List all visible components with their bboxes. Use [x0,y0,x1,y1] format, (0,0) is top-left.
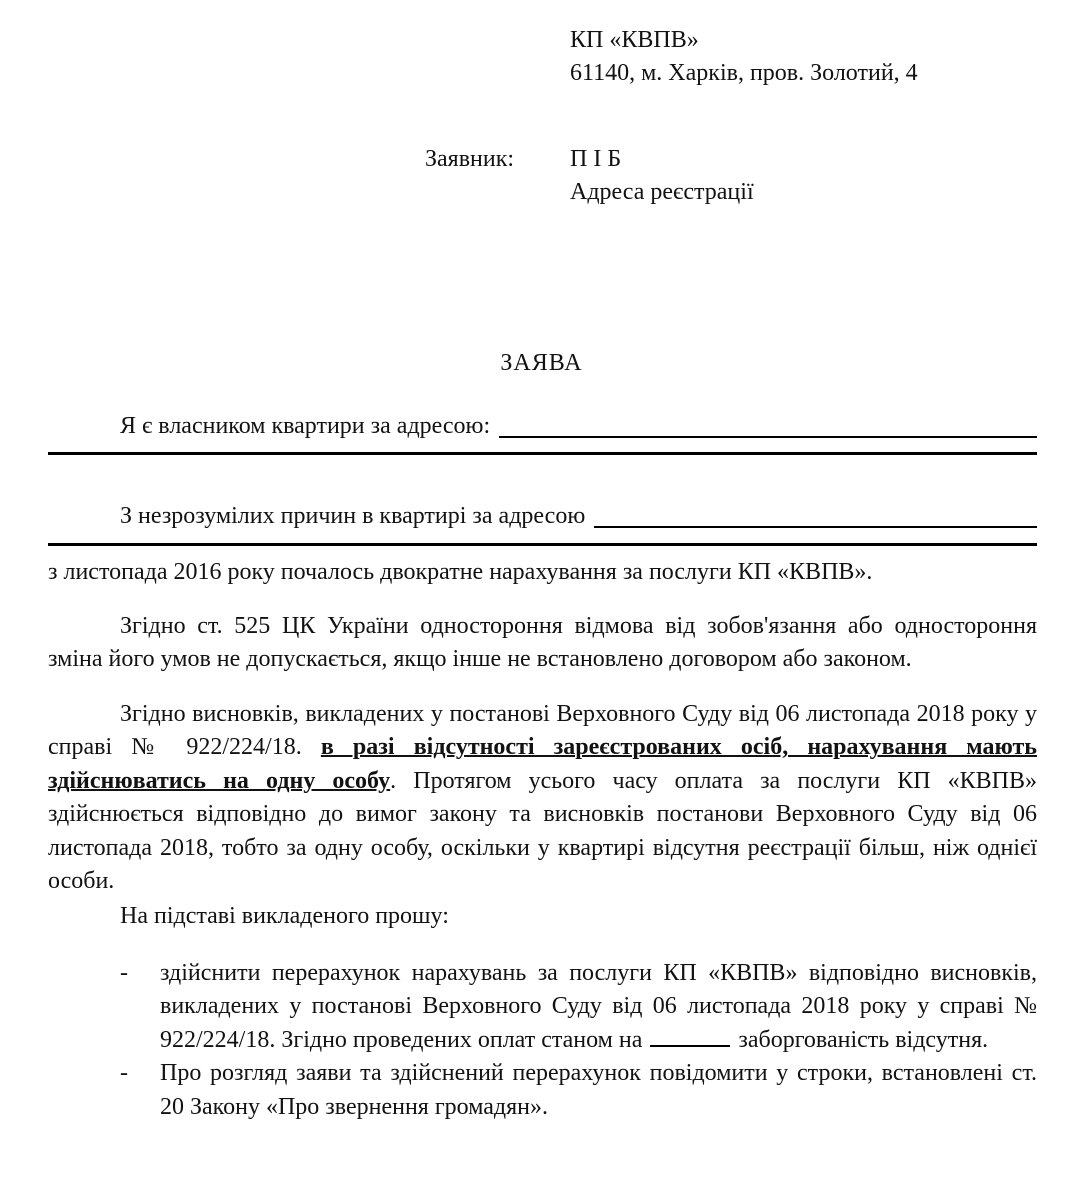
bullet-marker: - [120,960,128,986]
document-title: ЗАЯВА [500,350,583,376]
request-intro: На підставі викладеного прошу: [120,903,449,929]
applicant-label: Заявник: [425,146,515,172]
address-blank-line [499,434,1037,438]
org-header [570,24,918,91]
org-address: 61140, м. Харків, пров. Золотий, 4 [570,60,918,87]
double-billing-statement: з листопада 2016 року почалось двократне нарахування за послуги КП «КВПВ». [48,559,873,585]
applicant-address: Адреса реєстрації [570,179,754,206]
request-list [120,957,1037,1124]
applicant-name: П І Б [570,146,622,172]
request-text-part1: здійснити перерахунок нарахувань за послуги КП «КВПВ» відповідно висновків, викладених у постанові Верховного Суду від 06 листопада 2018 року у справі № 922/224/18. Згідно проведених оплат станом на [160,960,1037,1053]
list-item [120,1057,1037,1124]
address-blank-line [594,524,1037,528]
bullet-marker: - [120,1060,128,1087]
ruling-text-part1: Згідно висновків, викладених у постанові Верховного Суду від 06 листопада 2018 року у справі № 922/224/18. [48,701,1037,761]
court-ruling-paragraph [48,698,1037,898]
owner-statement-line [48,410,1037,443]
ruling-bold-citation: в разі відсутності зареєстрованих осіб, нарахування мають здійснюватись на одну особу [48,734,1037,794]
ruling-text-part2: . Протягом усього часу оплата за послуги КП «КВПВ» здійснюється відповідно до вимог закону та висновків постанови Верховного Суду від 06 листопада 2018, тобто за одну особу, оскільки у квартирі відсутня реєстрації більш, ніж однієї особи. [48,767,1037,895]
address-blank-rule [48,543,1037,546]
list-item [120,957,1037,1057]
law-reference-paragraph: Згідно ст. 525 ЦК України одностороння відмова від зобов'язання або одностороння зміна його умов не допускається, якщо інше не встановлено договором або законом. [48,613,1037,673]
applicant-block [570,143,754,210]
recalculation-request-text [160,957,1037,1057]
date-blank-line [650,1043,730,1047]
notification-request-text: Про розгляд заяви та здійснений перерахунок повідомити у строки, встановлені ст. 20 Закону «Про звернення громадян». [160,1060,1037,1120]
reason-statement-line [48,500,1037,533]
owner-statement-label: Я є власником квартири за адресою: [120,413,491,439]
request-text-part2: заборгованість відсутня. [738,1026,989,1053]
org-name: КП «КВПВ» [570,27,699,53]
reason-statement-label: З незрозумілих причин в квартирі за адресою [120,503,586,529]
address-blank-rule [48,452,1037,455]
